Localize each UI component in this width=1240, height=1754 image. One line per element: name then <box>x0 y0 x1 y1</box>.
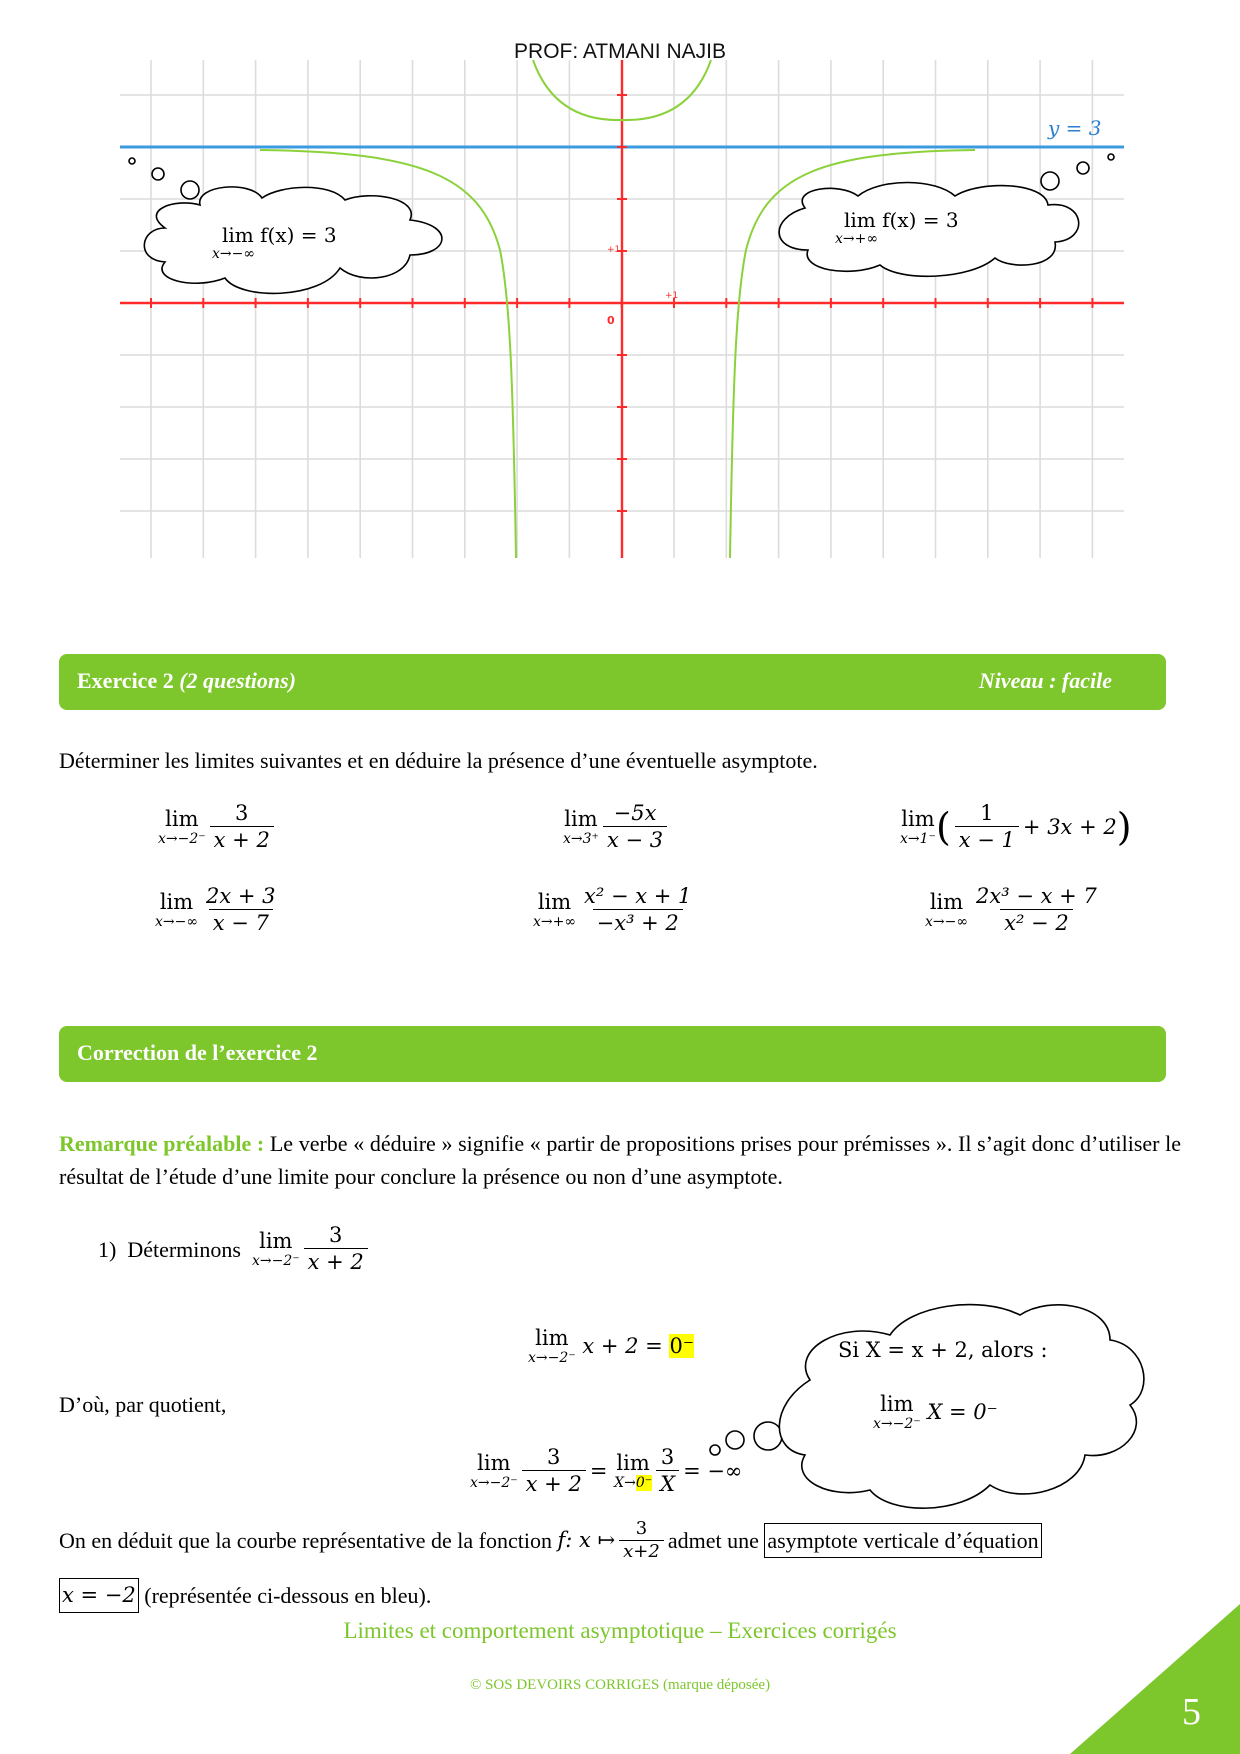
page-number: 5 <box>1182 1691 1201 1733</box>
exercise-level: Niveau : facile <box>978 668 1112 693</box>
correction-title: Correction de l’exercice 2 <box>77 1040 318 1065</box>
tick-label-x: +1 <box>665 291 679 301</box>
exercise-banner <box>59 654 1166 710</box>
step-2: lim x→−2⁻ $\frac{3}{x + 2}$ = lim X→0⁻ $\frac{3}{X}$ = −∞ <box>470 1445 743 1496</box>
exercise-statement: Déterminer les limites suivantes et en déduire la présence d’une éventuelle asymptote. <box>59 748 818 773</box>
step-1: lim x→−2⁻ x + 2 = 0⁻ <box>528 1326 694 1366</box>
conclusion-line-1: On en déduit que la courbe représentative de la fonction f: x ↦ $\frac{3}{x+2}$ admet une asymptote verticale d’équation <box>59 1518 1042 1563</box>
thought-line-1: Si X = x + 2, alors : <box>838 1338 1048 1362</box>
asymptote-label: y = 3 <box>1048 116 1102 140</box>
thought-limit: lim x→−2⁻ X = 0⁻ <box>873 1392 998 1432</box>
limit-2: lim x→3⁺ $\frac{-5x}{x - 3}$ <box>563 800 671 854</box>
remark-label: Remarque préalable : <box>59 1131 265 1156</box>
conclusion-line-2: x = −2 (représentée ci-dessous en bleu). <box>59 1578 431 1613</box>
left-bubble-lim: lim f(x) = 3 <box>222 223 337 247</box>
page-author: PROF: ATMANI NAJIB <box>514 40 726 63</box>
boxed-equation: x = −2 <box>59 1578 139 1613</box>
remark-paragraph <box>59 1127 1181 1193</box>
question-1: 1) Déterminons lim x→−2⁻ $\frac{3}{x + 2}$ <box>98 1222 372 1276</box>
quotient-text: D’où, par quotient, <box>59 1392 227 1417</box>
limit-3: lim x→1⁻ ( $\frac{1}{x - 1}$ + 3x + 2 ) <box>900 801 1132 852</box>
footer-title: Limites et comportement asymptotique – Exercices corrigés <box>343 1618 897 1643</box>
function-graph <box>0 0 1240 560</box>
origin-label: 0 <box>607 314 615 327</box>
limit-1: lim x→−2⁻ $\frac{3}{x + 2}$ <box>158 800 278 854</box>
footer-copyright: © SOS DEVOIRS CORRIGES (marque déposée) <box>469 1677 771 1693</box>
exercise-title: Exercice 2 <box>77 668 174 693</box>
remark-text: Le verbe « déduire » signifie « partir de propositions prises pour prémisses ». Il s’agit donc d’utiliser le résultat de l’étude d’une limite pour conclure la présence ou non d’une asymptote. <box>59 1131 1182 1189</box>
limit-6: lim x→−∞ $\frac{\text{2x³ − x + 7}}{\text{x² − 2}}$ <box>925 884 1097 935</box>
right-bubble-lim: lim f(x) = 3 <box>844 208 959 232</box>
exercise-questions: (2 questions) <box>179 668 296 693</box>
limit-5: lim x→+∞ $\frac{\text{x² − x + 1}}{\text{−x³ + 2}}$ <box>533 884 692 935</box>
limit-4: lim x→−∞ $\frac{2x + 3}{x - 7}$ <box>155 884 276 935</box>
right-bubble-sub: x→+∞ <box>835 231 879 247</box>
correction-banner <box>59 1026 1166 1082</box>
boxed-asymptote: asymptote verticale d’équation <box>764 1523 1041 1558</box>
left-bubble-sub: x→−∞ <box>212 246 256 262</box>
tick-label-y: +1 <box>607 245 621 255</box>
page-corner <box>1070 1604 1240 1754</box>
